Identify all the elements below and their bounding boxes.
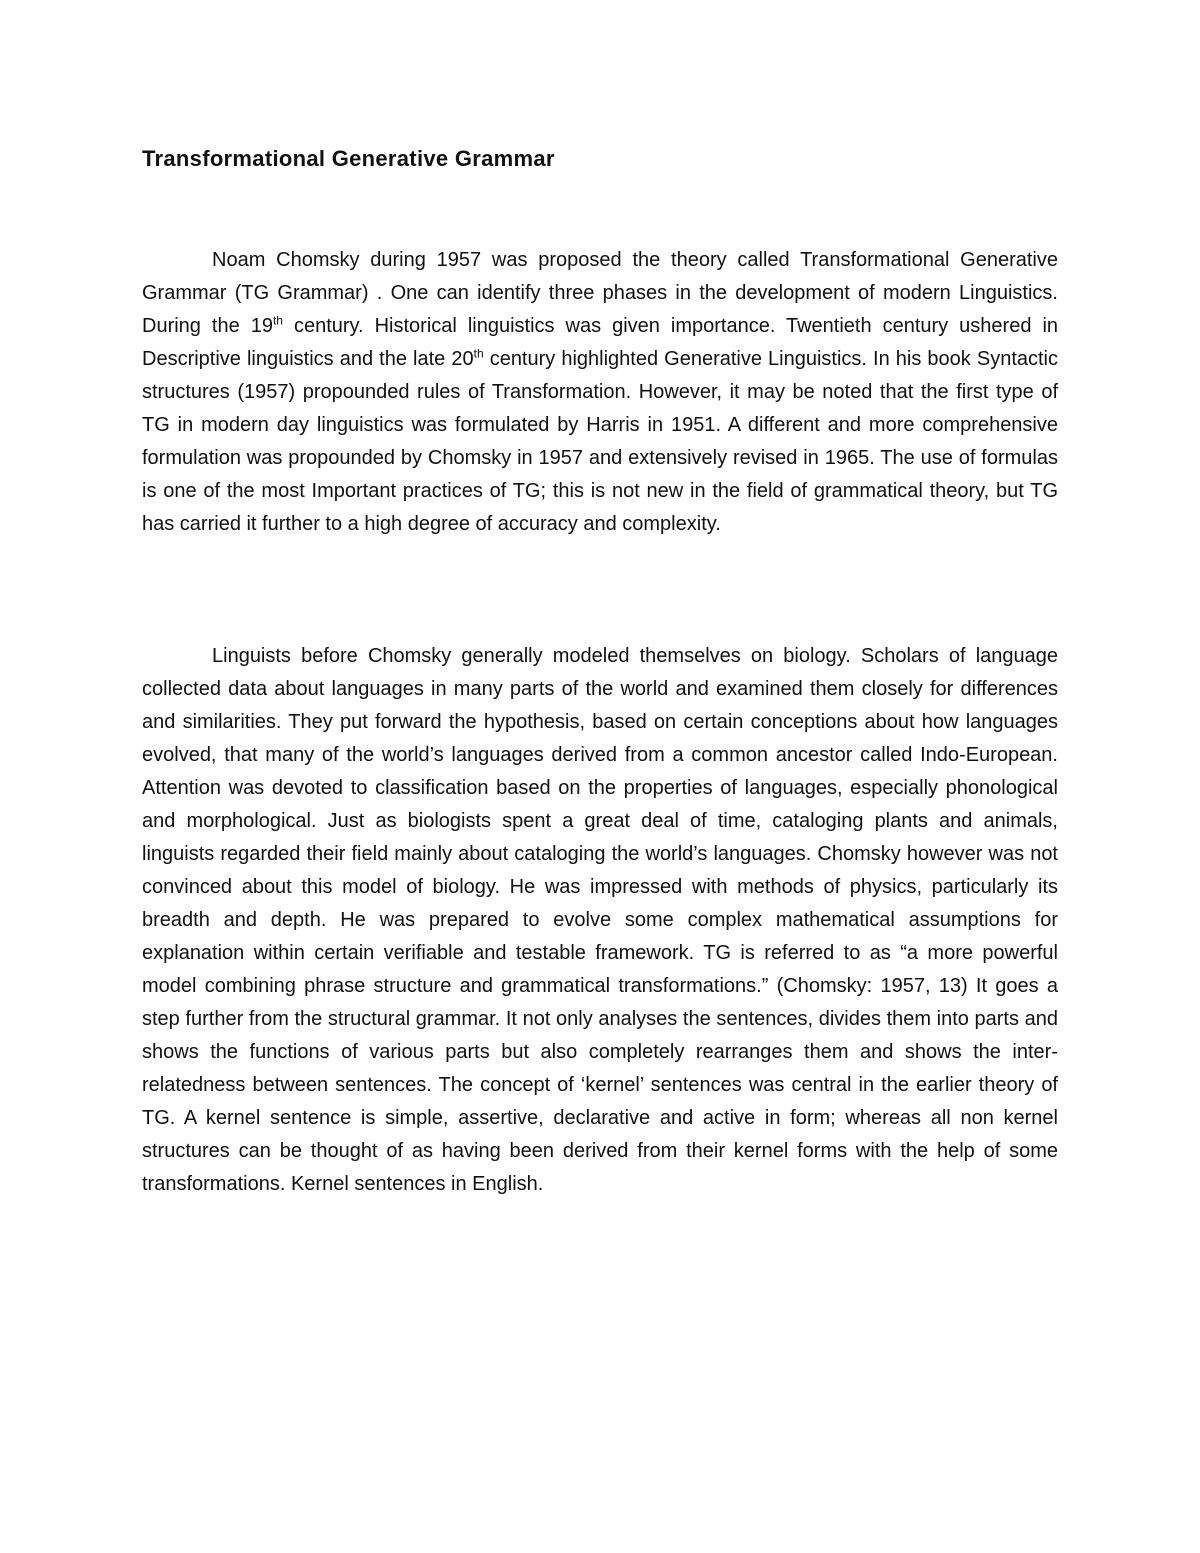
ordinal-suffix-19th: th — [272, 313, 283, 328]
paragraph-1-text-c: century highlighted Generative Linguistics. In his book Syntactic structures (1957) propounded rules of Transformation. However, it may be noted that the first type of TG in modern day linguistics was formulated by Harris in 1951. A different and more comprehensive formulation was propounded by Chomsky in 1957 and extensively revised in 1965. The use of formulas is one of the most Important practices of TG; this is not new in the field of grammatical theory, but TG has carried it further to a high degree of accuracy and complexity. — [142, 348, 1059, 535]
paragraph-1-text-a: Noam Chomsky during 1957 was proposed the theory called Transformational Generative Grammar (TG Grammar) . One can identify three phases in the development of modern Linguistics. During the 19 — [142, 249, 1058, 337]
paragraph-1 — [142, 244, 1058, 541]
paragraph-1-text-b: century. Historical linguistics was given importance. Twentieth century ushered in Descriptive linguistics and the late 20 — [142, 315, 1059, 370]
paragraph-2: Linguists before Chomsky generally modeled themselves on biology. Scholars of language collected data about languages in many parts of the world and examined them closely for differences and similarities. They put forward the hypothesis, based on certain conceptions about how languages evolved, that many of the world’s languages derived from a common ancestor called Indo-European. Attention was devoted to classification based on the properties of languages, especially phonological and morphological. Just as biologists spent a great deal of time, cataloging plants and animals, linguists regarded their field mainly about cataloging the world’s languages. Chomsky however was not convinced about this model of biology. He was impressed with methods of physics, particularly its breadth and depth. He was prepared to evolve some complex mathematical assumptions for explanation within certain verifiable and testable framework. TG is referred to as “a more powerful model combining phrase structure and grammatical transformations.” (Chomsky: 1957, 13) It goes a step further from the structural grammar. It not only analyses the sentences, divides them into parts and shows the functions of various parts but also completely rearranges them and shows the inter-relatedness between sentences. The concept of ‘kernel’ sentences was central in the earlier theory of TG. A kernel sentence is simple, assertive, declarative and active in form; whereas all non kernel structures can be thought of as having been derived from their kernel forms with the help of some transformations. Kernel sentences in English. — [142, 645, 1058, 1195]
ordinal-suffix-20th: th — [473, 346, 484, 361]
document-title: Transformational Generative Grammar — [142, 146, 555, 171]
